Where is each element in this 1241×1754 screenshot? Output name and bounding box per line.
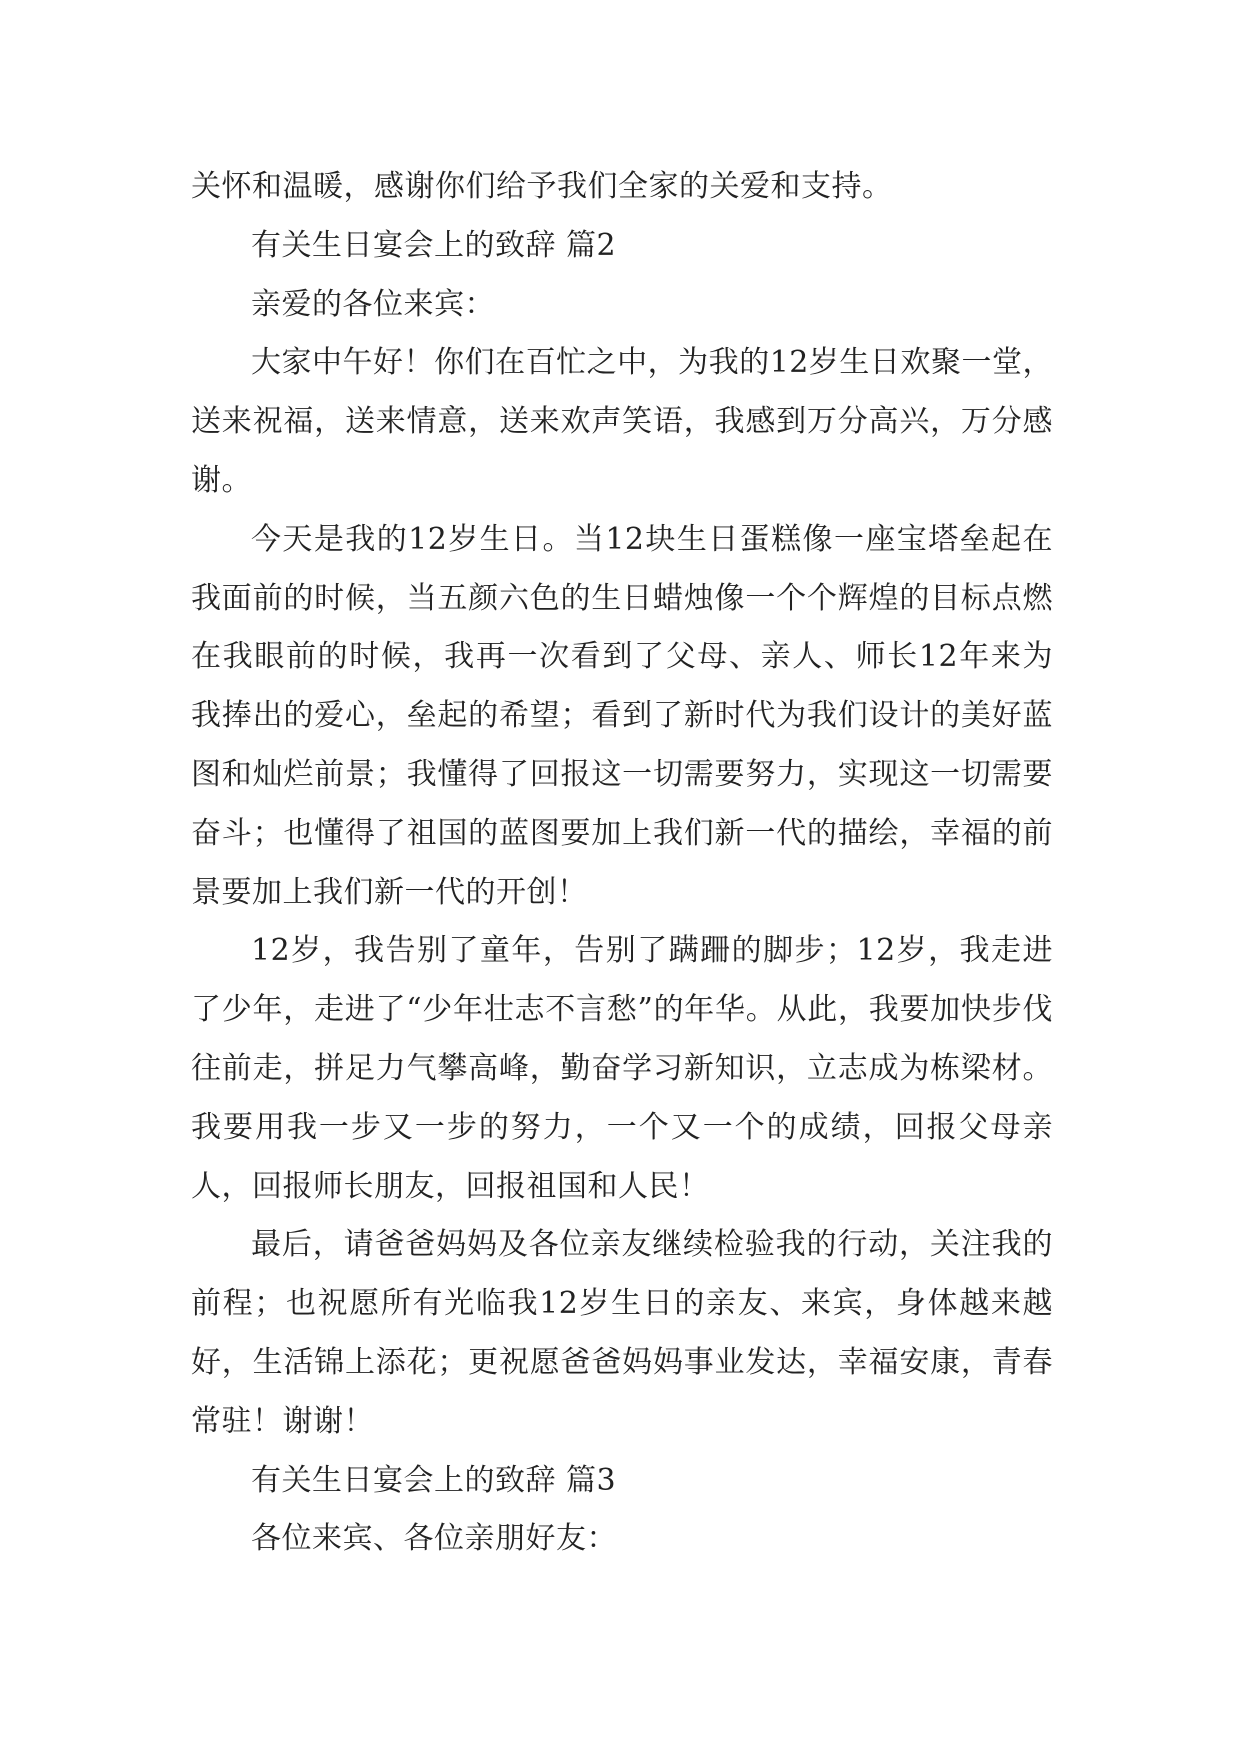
- section-heading-3: 有关生日宴会上的致辞 篇3: [251, 1462, 617, 1498]
- salutation-3: 各位来宾、各位亲朋好友：: [251, 1521, 617, 1557]
- paragraph-birthday: 今天是我的12岁生日。当12块生日蛋糕像一座宝塔垒起在我面前的时候，当五颜六色的生日蜡烛像一个个辉煌的目标点燃在我眼前的时候，我再一次看到了父母、亲人、师长12年来为我捧出的爱心，垒起的希望；看到了新时代为我们设计的美好蓝图和灿烂前景；我懂得了回报这一切需要努力，实现这一切需要奋斗；也懂得了祖国的蓝图要加上我们新一代的描绘，幸福的前景要加上我们新一代的开创！: [191, 521, 1053, 910]
- paragraph-closing: 最后，请爸爸妈妈及各位亲友继续检验我的行动，关注我的前程；也祝愿所有光临我12岁生日的亲友、来宾，身体越来越好，生活锦上添花；更祝愿爸爸妈妈事业发达，幸福安康，青春常驻！谢谢！: [191, 1227, 1053, 1439]
- paragraph-greeting: 大家中午好！你们在百忙之中，为我的12岁生日欢聚一堂，送来祝福，送来情意，送来欢声笑语，我感到万分高兴，万分感谢。: [191, 345, 1053, 498]
- paragraph-twelve-years: 12岁，我告别了童年，告别了蹒跚的脚步；12岁，我走进了少年，走进了“少年壮志不言愁”的年华。从此，我要加快步伐往前走，拼足力气攀高峰，勤奋学习新知识，立志成为栋梁材。我要用我一步又一步的努力，一个又一个的成绩，回报父母亲人，回报师长朋友，回报祖国和人民！: [191, 933, 1053, 1204]
- salutation-2: 亲爱的各位来宾：: [251, 286, 495, 322]
- paragraph-continuation: 关怀和温暖，感谢你们给予我们全家的关爱和支持。: [191, 169, 893, 204]
- document-page: [191, 158, 1053, 1569]
- section-heading-2: 有关生日宴会上的致辞 篇2: [251, 227, 617, 263]
